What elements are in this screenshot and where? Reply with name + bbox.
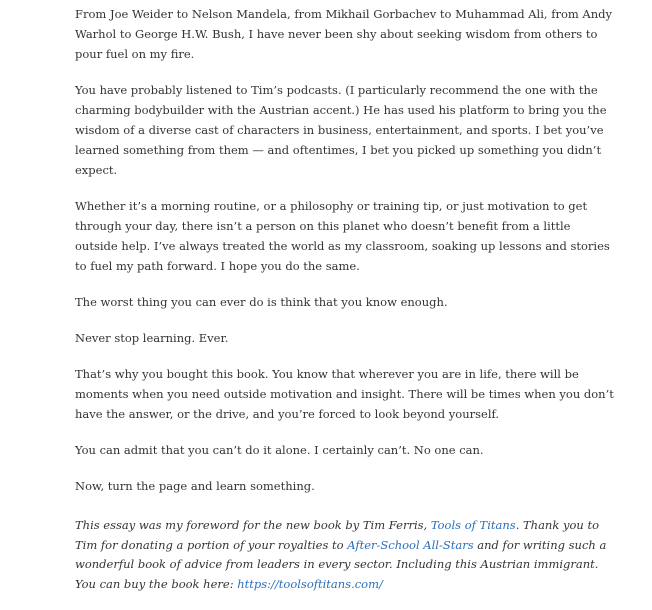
paragraph-podcasts: You have probably listened to Tim’s podcasts. (I particularly recommend the one with the charming bodybuilder with the Austrian accent.) He has used his platform to bring you the wisdom of a diverse cast of characters in business, entertainment, and sports. I bet you’ve learned something from them — and oftentimes, I bet you picked up something you didn’t expect. (75, 83, 607, 177)
book-url-link[interactable]: https://toolsoftitans.com/ (237, 576, 383, 591)
article-body (75, 4, 615, 610)
paragraph-turn-page: Now, turn the page and learn something. (75, 479, 315, 493)
foreword-note (75, 516, 615, 594)
after-school-all-stars-link[interactable]: After-School All-Stars (347, 537, 474, 552)
paragraph-worst-thing: The worst thing you can ever do is think that you know enough. (75, 295, 448, 309)
tools-of-titans-link[interactable]: Tools of Titans (430, 518, 516, 532)
paragraph-never-stop: Never stop learning. Ever. (75, 331, 229, 345)
note-text-1: This essay was my foreword for the new book by Tim Ferris, (75, 518, 431, 532)
note-text-3: and for writing such a wonderful book of advice from leaders in every sector. Including this Austrian immigrant. You can buy the book here: (75, 537, 607, 591)
paragraph-wisdom: From Joe Weider to Nelson Mandela, from Mikhail Gorbachev to Muhammad Ali, from Andy Warhol to George H.W. Bush, I have never been shy about seeking wisdom from others to pour fuel on my fire. (75, 7, 612, 61)
paragraph-why-book: That’s why you bought this book. You know that wherever you are in life, there will be moments when you need outside motivation and insight. There will be times when you don’t have the answer, or the drive, and you’re forced to look beyond yourself. (75, 367, 614, 421)
note-text-2: . Thank you to Tim for donating a portion of your royalties to (75, 518, 599, 552)
paragraph-outside-help: Whether it’s a morning routine, or a philosophy or training tip, or just motivation to get through your day, there isn’t a person on this planet who doesn’t benefit from a little outside help. I’ve always treated the world as my classroom, soaking up lessons and stories to fuel my path forward. I hope you do the same. (75, 199, 610, 273)
paragraph-admit: You can admit that you can’t do it alone. I certainly can’t. No one can. (75, 443, 484, 457)
